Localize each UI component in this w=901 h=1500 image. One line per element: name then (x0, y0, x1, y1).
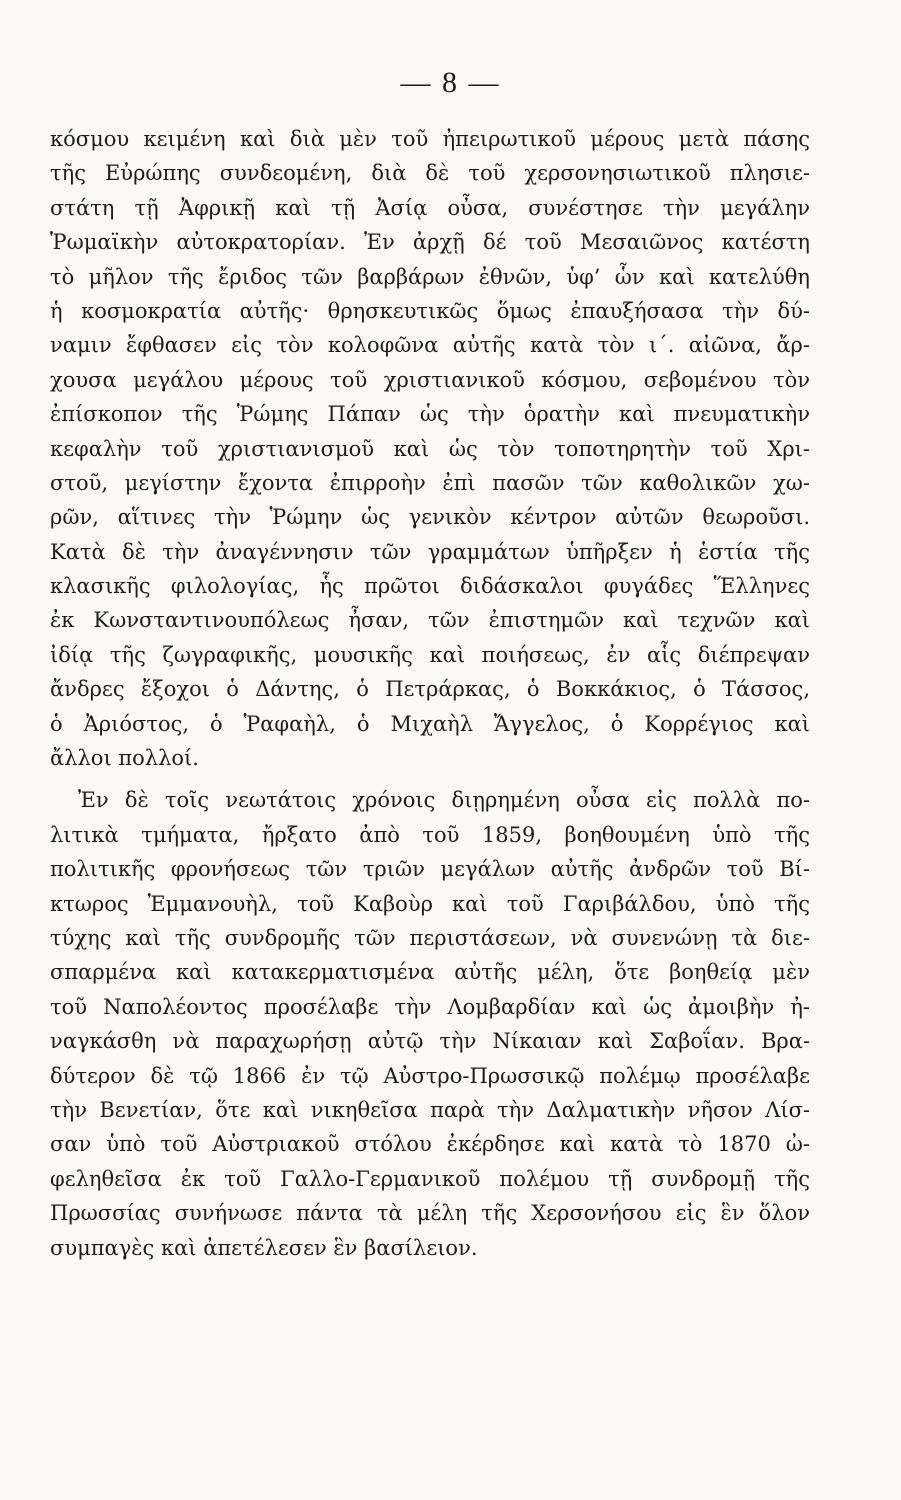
text-line: ἐπίσκοπον τῆς Ῥώμης Πάπαν ὡς τὴν ὁρατὴν καὶ πνευματικὴν (50, 402, 810, 427)
text-line: τῆς Εὐρώπης συνδεομένη, διὰ δὲ τοῦ χερσονησιωτικοῦ πλησιε- (50, 161, 810, 186)
paragraph-2 (50, 783, 810, 1264)
text-line: Κατὰ δὲ τὴν ἀναγέννησιν τῶν γραμμάτων ὑπῆρξεν ἡ ἑστία τῆς (50, 539, 810, 564)
text-line: στοῦ, μεγίστην ἔχοντα ἐπιρροὴν ἐπὶ πασῶν τῶν καθολικῶν χω- (50, 470, 810, 495)
page-number: — 8 — (400, 66, 501, 99)
text-line: ἄνδρες ἔξοχοι ὁ Δάντης, ὁ Πετράρκας, ὁ Βοκκάκιος, ὁ Τάσσος, (50, 677, 810, 702)
text-line: κόσμου κειμένη καὶ διὰ μὲν τοῦ ἠπειρωτικοῦ μέρους μετὰ πάσης (50, 127, 810, 151)
text-line: κλασικῆς φιλολογίας, ἧς πρῶτοι διδάσκαλοι φυγάδες Ἕλληνες (50, 574, 810, 599)
text-line: σπαρμένα καὶ κατακερματισμένα αὐτῆς μέλη, ὅτε βοηθείᾳ μὲν (50, 960, 810, 985)
text-line: ἰδίᾳ τῆς ζωγραφικῆς, μουσικῆς καὶ ποιήσεως, ἐν αἷς διέπρεψαν (50, 642, 810, 667)
text-line: τοῦ Ναπολέοντος προσέλαβε τὴν Λομβαρδίαν καὶ ὡς ἀμοιβὴν ἠ- (50, 994, 810, 1019)
text-line: κεφαλὴν τοῦ χριστιανισμοῦ καὶ ὡς τὸν τοποτηρητὴν τοῦ Χρι- (50, 436, 810, 461)
text-line: ναγκάσθη νὰ παραχωρήσῃ αὐτῷ τὴν Νίκαιαν καὶ Σαβοΐαν. Βρα- (50, 1029, 810, 1054)
body-text (50, 122, 810, 1265)
text-line: πολιτικῆς φρονήσεως τῶν τριῶν μεγάλων αὐτῆς ἀνδρῶν τοῦ Βί- (50, 857, 810, 882)
text-line: λιτικὰ τμήματα, ἤρξατο ἀπὸ τοῦ 1859, βοηθουμένη ὑπὸ τῆς (50, 822, 810, 847)
text-line: σαν ὑπὸ τοῦ Αὐστριακοῦ στόλου ἐκέρδησε καὶ κατὰ τὸ 1870 ὠ- (50, 1132, 810, 1157)
text-line: ἄλλοι πολλοί. (50, 746, 199, 771)
text-line: Πρωσσίας συνήνωσε πάντα τὰ μέλη τῆς Χερσονήσου εἰς ἓν ὅλον (50, 1201, 810, 1226)
text-line: ὁ Ἀριόστος, ὁ Ῥαφαὴλ, ὁ Μιχαὴλ Ἄγγελος, ὁ Κορρέγιος καὶ (50, 711, 810, 736)
text-line: φεληθεῖσα ἐκ τοῦ Γαλλο-Γερμανικοῦ πολέμου τῇ συνδρομῇ τῆς (50, 1166, 810, 1191)
text-line: ἐκ Κωνσταντινουπόλεως ἦσαν, τῶν ἐπιστημῶν καὶ τεχνῶν καὶ (50, 608, 810, 633)
paragraph-1 (50, 122, 810, 775)
text-line: συμπαγὲς καὶ ἀπετέλεσεν ἓν βασίλειον. (50, 1235, 478, 1260)
text-line: κτωρος Ἐμμανουὴλ, τοῦ Καβοὺρ καὶ τοῦ Γαριβάλδου, ὑπὸ τῆς (50, 891, 810, 916)
text-line: ρῶν, αἵτινες τὴν Ῥώμην ὡς γενικὸν κέντρον αὐτῶν θεωροῦσι. (50, 505, 810, 530)
paragraph-gap (50, 775, 810, 783)
text-line: τὴν Βενετίαν, ὅτε καὶ νικηθεῖσα παρὰ τὴν Δαλματικὴν νῆσον Λίσ- (50, 1097, 810, 1122)
text-line: Ἐν δὲ τοῖς νεωτάτοις χρόνοις διῃρημένη οὖσα εἰς πολλὰ πο- (78, 788, 810, 813)
text-line: ναμιν ἔφθασεν εἰς τὸν κολοφῶνα αὐτῆς κατὰ τὸν ι΄. αἰῶνα, ἄρ- (50, 333, 810, 358)
text-line: στάτη τῇ Ἀφρικῇ καὶ τῇ Ἀσίᾳ οὖσα, συνέστησε τὴν μεγάλην (50, 195, 810, 220)
text-line: χουσα μεγάλου μέρους τοῦ χριστιανικοῦ κόσμου, σεβομένου τὸν (50, 367, 810, 392)
text-line: τύχης καὶ τῆς συνδρομῆς τῶν περιστάσεων, νὰ συνενώνῃ τὰ διε- (50, 925, 810, 950)
text-line: τὸ μῆλον τῆς ἔριδος τῶν βαρβάρων ἐθνῶν, ὑφ’ ὧν καὶ κατελύθη (50, 264, 810, 289)
text-line: δύτερον δὲ τῷ 1866 ἐν τῷ Αὐστρο-Πρωσσικῷ πολέμῳ προσέλαβε (50, 1063, 810, 1088)
text-line: ἡ κοσμοκρατία αὐτῆς· θρησκευτικῶς ὅμως ἐπαυξήσασα τὴν δύ- (50, 298, 810, 323)
text-line: Ῥωμαϊκὴν αὐτοκρατορίαν. Ἐν ἀρχῇ δέ τοῦ Μεσαιῶνος κατέστη (50, 230, 810, 255)
